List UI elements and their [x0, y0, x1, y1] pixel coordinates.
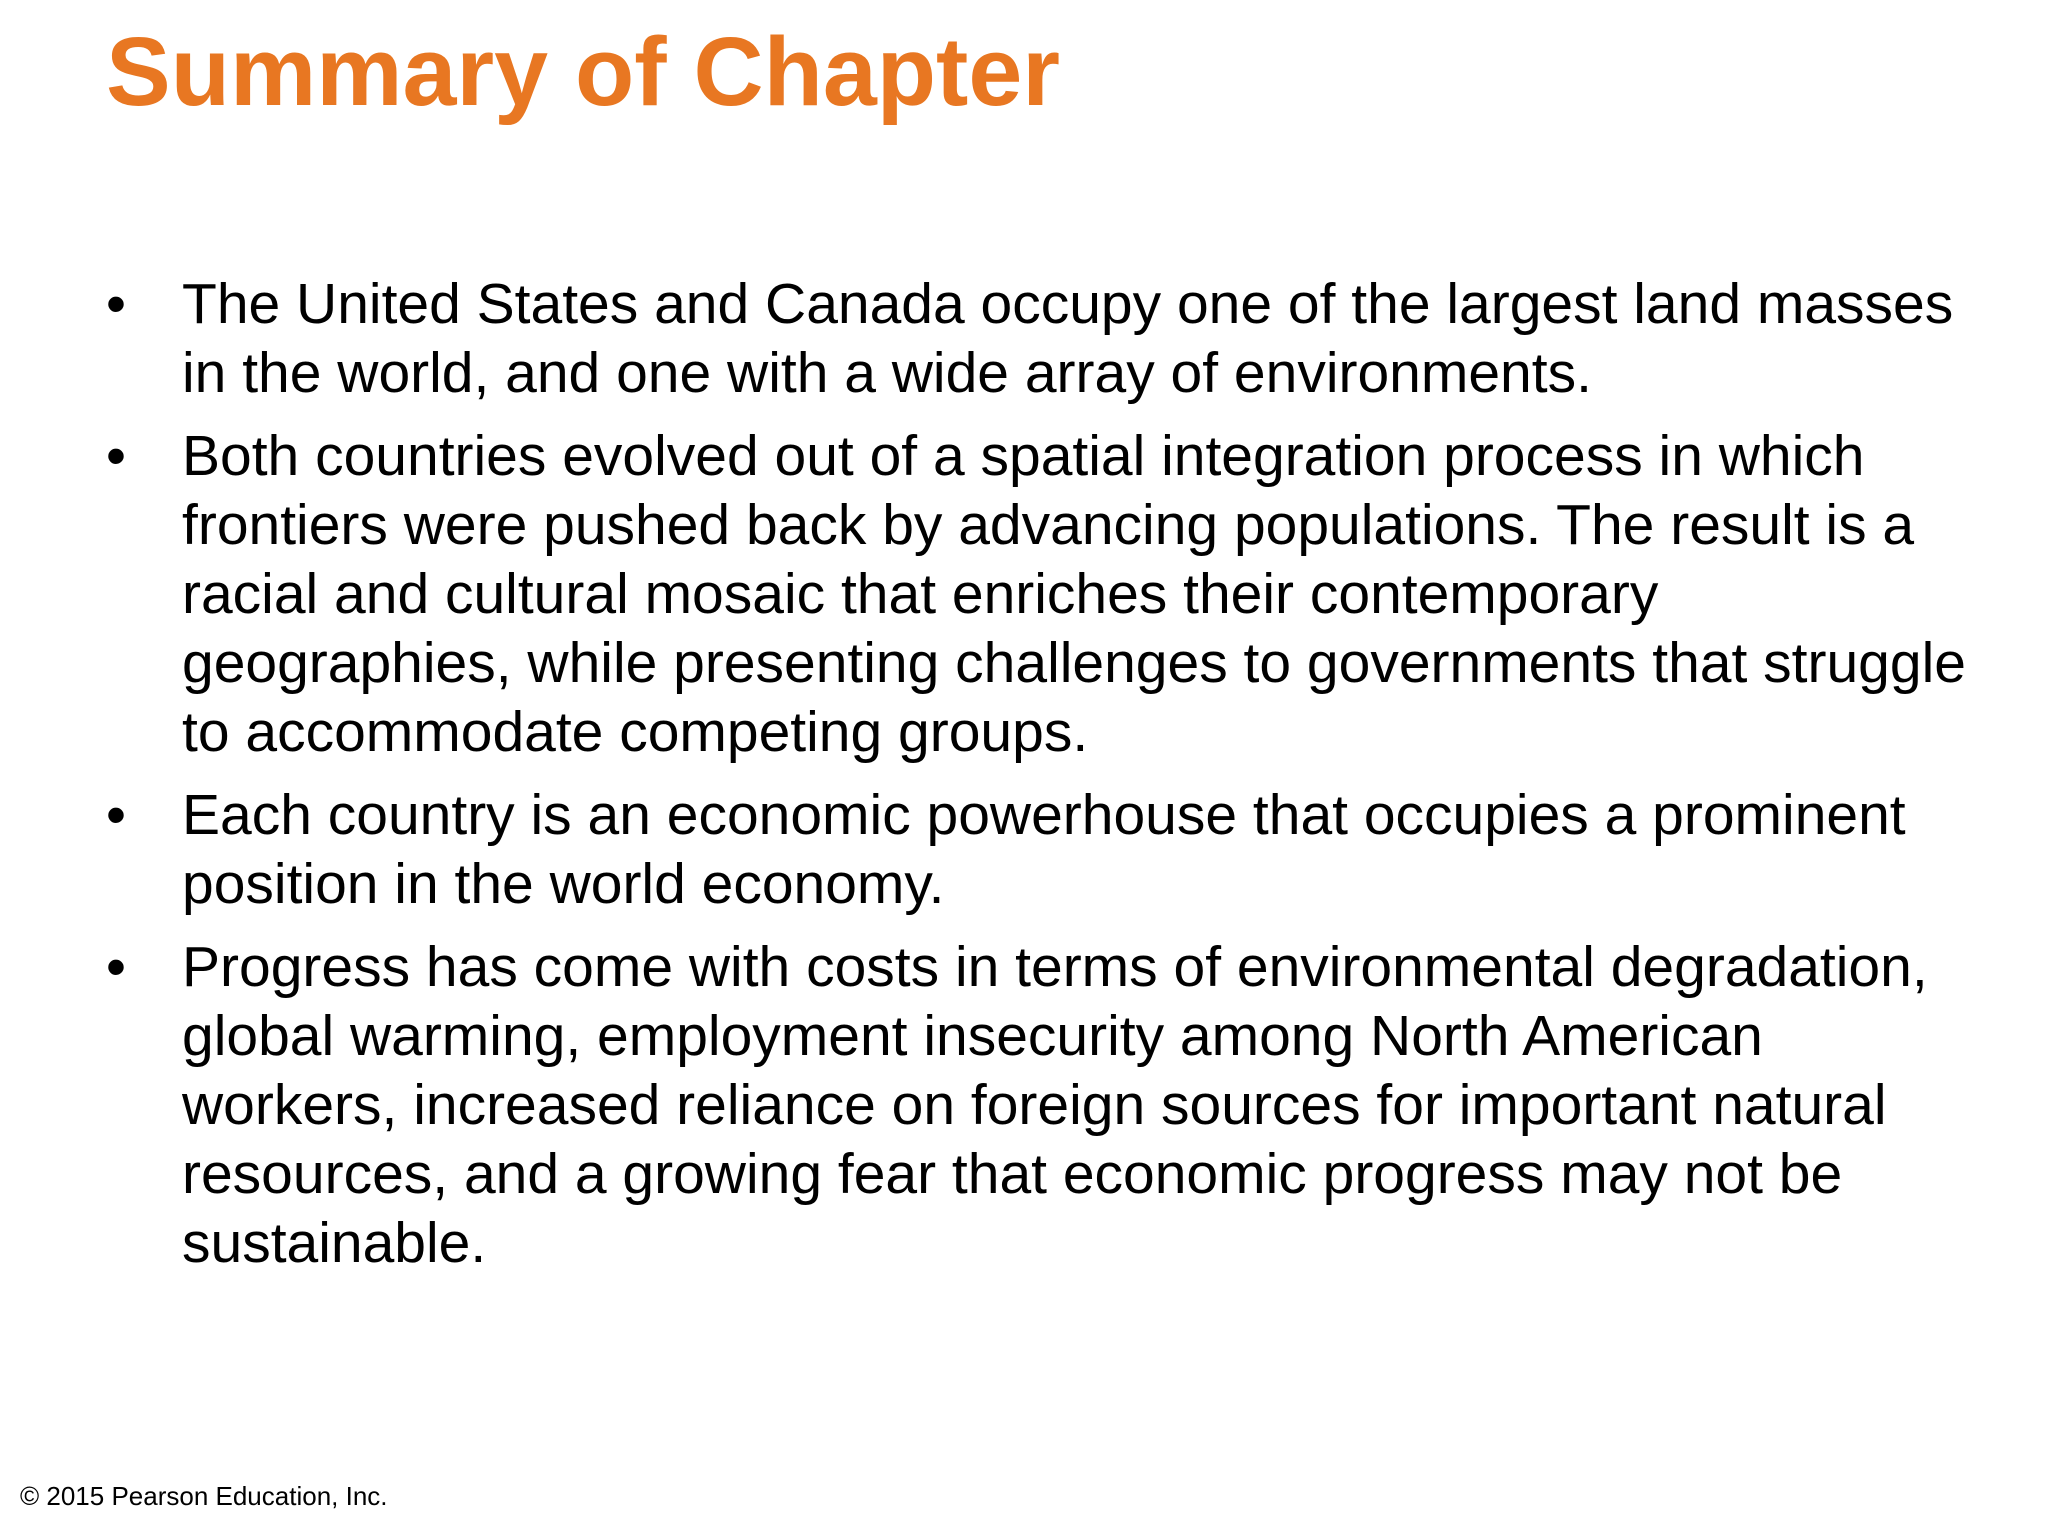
bullet-text: Each country is an economic powerhouse that occupies a prominent position in the world economy.	[182, 783, 1906, 916]
copyright-footer: © 2015 Pearson Education, Inc.	[20, 1481, 388, 1511]
bullet-item	[106, 933, 1986, 1278]
bullet-text: Progress has come with costs in terms of environmental degradation, global warming, employment insecurity among North American workers, increased reliance on foreign sources for important natural resources, and a growing fear that economic progress may not be sustainable.	[182, 935, 1928, 1275]
bullet-list	[106, 270, 1986, 1292]
bullet-text: The United States and Canada occupy one of the largest land masses in the world, and one with a wide array of environments.	[182, 272, 1954, 405]
slide-title: Summary of Chapter	[106, 17, 1061, 126]
bullet-text: Both countries evolved out of a spatial integration process in which frontiers were pushed back by advancing populations. The result is a racial and cultural mosaic that enriches their contemporary geographies, while presenting challenges to governments that struggle to accommodate competing groups.	[182, 424, 1966, 764]
bullet-dot-icon: •	[106, 272, 126, 336]
bullet-dot-icon: •	[106, 783, 126, 847]
bullet-item	[106, 270, 1986, 408]
bullet-item	[106, 422, 1986, 767]
bullet-item	[106, 781, 1986, 919]
bullet-dot-icon: •	[106, 424, 126, 488]
bullet-dot-icon: •	[106, 935, 126, 999]
